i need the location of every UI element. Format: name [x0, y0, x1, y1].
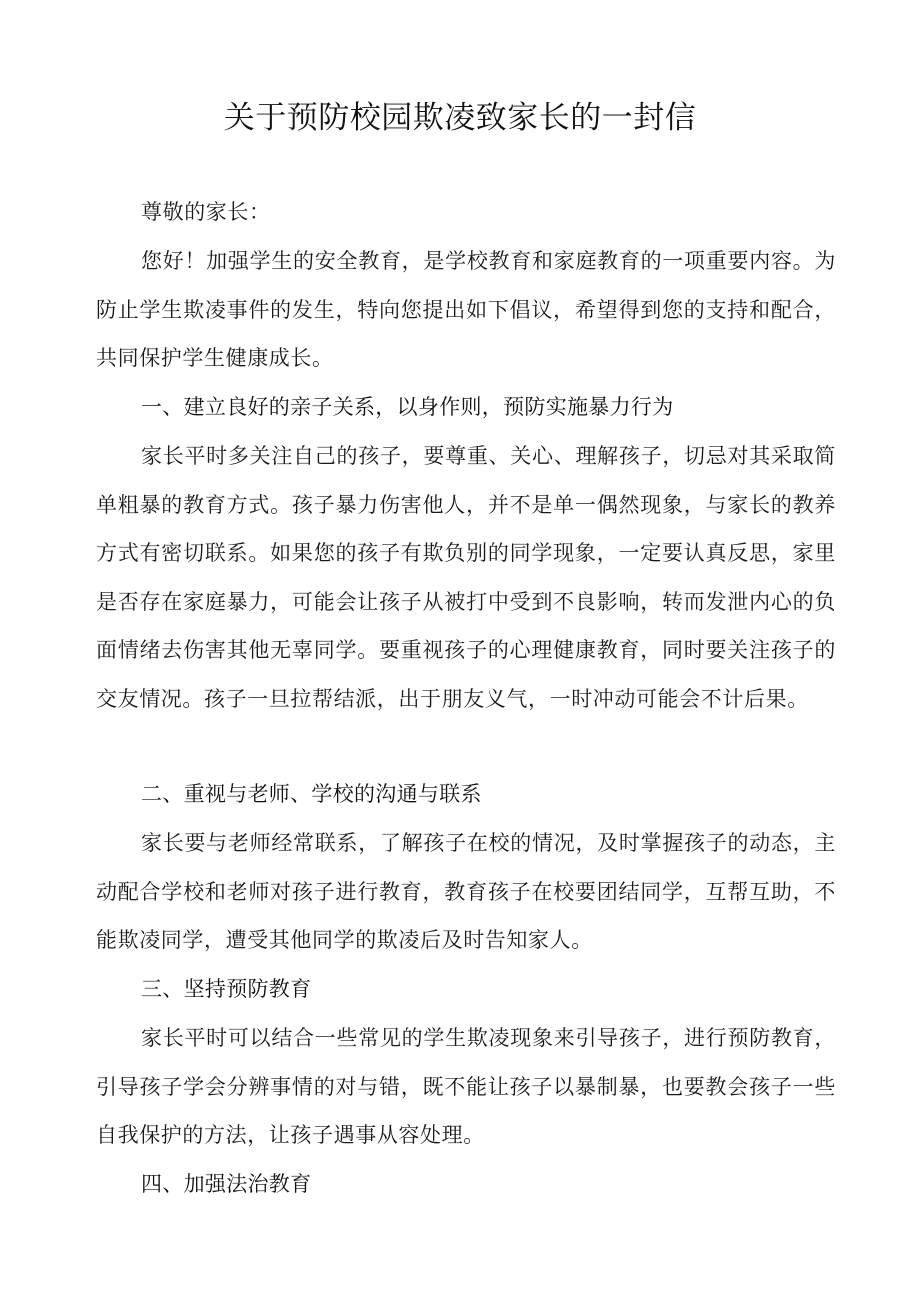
intro-paragraph: 您好！加强学生的安全教育，是学校教育和家庭教育的一项重要内容。为防止学生欺凌事件的发生，特向您提出如下倡议，希望得到您的支持和配合，共同保护学生健康成长。	[96, 249, 836, 370]
document-title: 关于预防校园欺凌致家长的一封信	[223, 100, 697, 136]
section-heading-2: 二、重视与老师、学校的沟通与联系	[141, 782, 482, 806]
section-paragraph-1: 家长平时多关注自己的孩子，要尊重、关心、理解孩子，切忌对其采取简单粗暴的教育方式。孩子暴力伤害他人，并不是单一偶然现象，与家长的教养方式有密切联系。如果您的孩子有欺负别的同学现象，一定要认真反思，家里是否存在家庭暴力，可能会让孩子从被打中受到不良影响，转而发泄内心的负面情绪去伤害其他无辜同学。要重视孩子的心理健康教育，同时要关注孩子的交友情况。孩子一旦拉帮结派，出于朋友义气，一时冲动可能会不计后果。	[96, 444, 836, 711]
section-heading-3: 三、坚持预防教育	[141, 977, 312, 1001]
section-heading-4: 四、加强法治教育	[141, 1172, 312, 1196]
section-paragraph-3: 家长平时可以结合一些常见的学生欺凌现象来引导孩子，进行预防教育，引导孩子学会分辨事情的对与错，既不能让孩子以暴制暴，也要教会孩子一些自我保护的方法，让孩子遇事从容处理。	[96, 1026, 836, 1147]
section-paragraph-2: 家长要与老师经常联系，了解孩子在校的情况，及时掌握孩子的动态，主动配合学校和老师对孩子进行教育，教育孩子在校要团结同学，互帮互助，不能欺凌同学，遭受其他同学的欺凌后及时告知家人。	[96, 831, 836, 952]
section-heading-1: 一、建立良好的亲子关系，以身作则，预防实施暴力行为	[141, 395, 674, 419]
salutation: 尊敬的家长：	[141, 200, 271, 224]
